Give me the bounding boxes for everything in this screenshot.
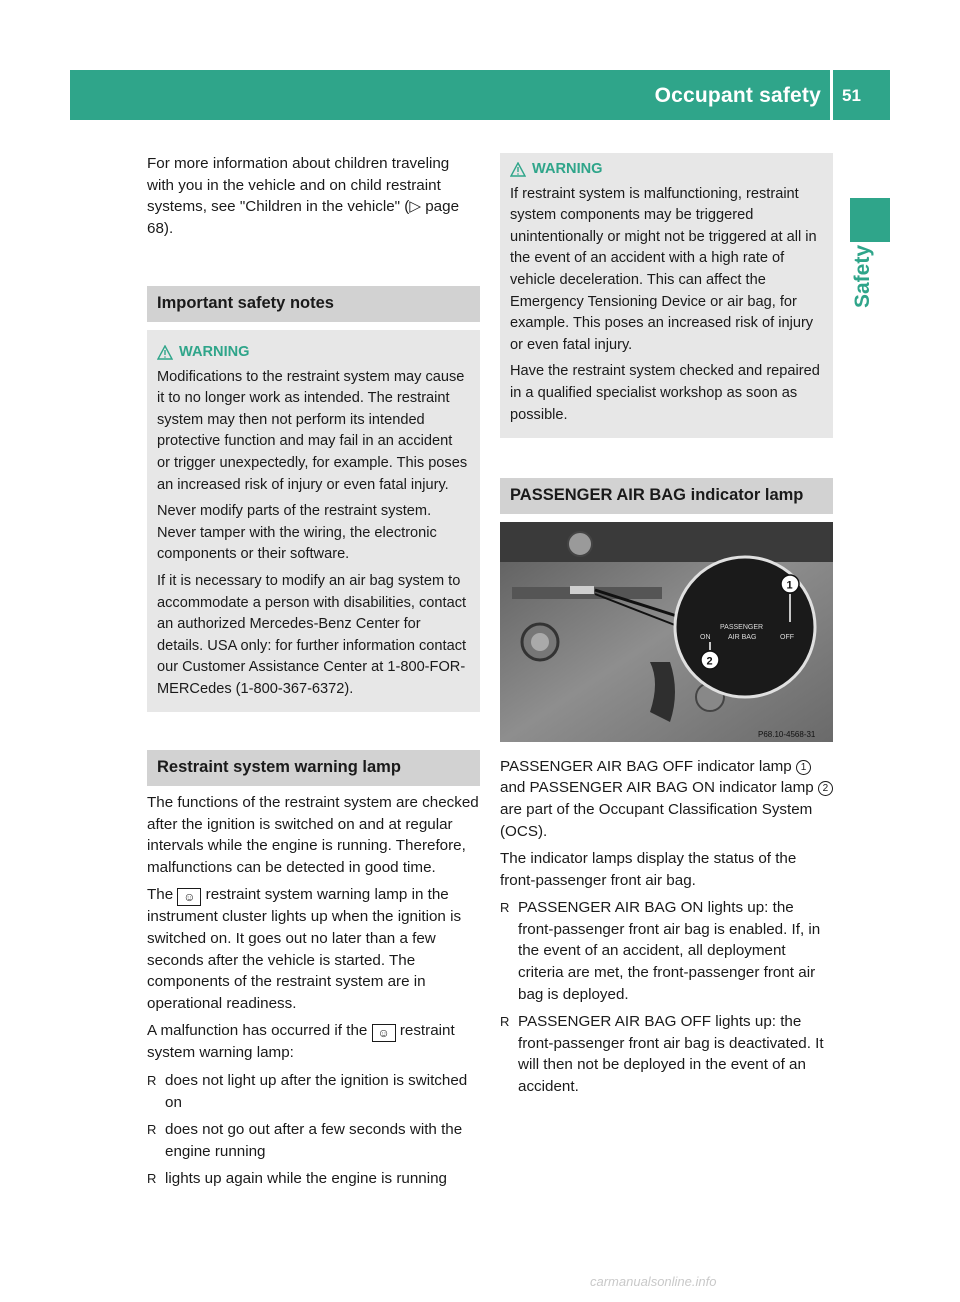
inline-text: restraint system warning lamp in the instrument cluster lights up when the ignition is switched on. It goes out no later than a few seconds after the vehicle is started. The components of the restraint system are in operational readiness.: [147, 886, 462, 1012]
warning-paragraph: Never modify parts of the restraint system. Never tamper with the wiring, the electronic components or their software.: [157, 503, 437, 563]
header-divider: [830, 70, 833, 120]
callout-1-ref: 1: [796, 760, 811, 775]
callout-2-label: 2: [706, 655, 713, 668]
callout-1-label: 1: [786, 579, 793, 592]
inline-text: are part of the Occupant Classification System (OCS).: [500, 800, 813, 840]
section-heading-passenger-airbag: PASSENGER AIR BAG indicator lamp: [500, 478, 833, 514]
body-paragraph: The functions of the restraint system are checked after the ignition is switched on and at regular intervals while the engine is running. Therefore, malfunctions can be detected in good time.: [147, 794, 479, 876]
inline-text: A malfunction has occurred if the: [147, 1022, 368, 1040]
warning-header: [157, 342, 468, 364]
section-tab-block: [850, 198, 890, 242]
panel-on-label: ON: [700, 633, 711, 641]
warning-paragraph: If restraint system is malfunctioning, restraint system components may be triggered unintentionally or might not be triggered at all in the event of an accident with a high rate of vehicle deceleration. This can affect the Emergency Tensioning Device or air bag, for example. This poses an increased risk of injury or even fatal injury.: [510, 185, 817, 353]
body-paragraph: [147, 884, 480, 1014]
inline-text: The: [147, 886, 174, 904]
malfunction-list: [147, 1070, 480, 1190]
page-number: 51: [842, 86, 861, 105]
airbag-figure: [500, 522, 833, 742]
left-column: [147, 153, 480, 1196]
indicator-list: [500, 897, 833, 1097]
watermark: carmanualsonline.info: [590, 1274, 717, 1289]
section-heading-important-notes: Important safety notes: [147, 286, 480, 322]
warning-paragraph: Modifications to the restraint system may cause it to no longer work as intended. The restraint system may then not perform its intended protective function and may fail in an accident or trigger unexpectedly, for example. This poses an increased risk of injury or even fatal injury.: [157, 368, 468, 493]
list-item: R does not light up after the ignition is switched on: [147, 1070, 480, 1113]
intro-paragraph: For more information about children traveling with you in the vehicle and on child restraint systems, see "Children in the vehicle" (▷ page 68).: [147, 155, 460, 237]
list-item: R lights up again while the engine is running: [147, 1168, 480, 1190]
list-item: R PASSENGER AIR BAG OFF lights up: the front-passenger front air bag is deactivated. It will then not be deployed in the event of an accident.: [500, 1011, 833, 1097]
body-paragraph: The indicator lamps display the status of the front-passenger front air bag.: [500, 850, 797, 889]
section-tab-label: Safety: [851, 244, 874, 308]
body-paragraph: [147, 1020, 480, 1064]
airbag-warning-lamp-icon: ☺: [177, 888, 201, 906]
warning-lamp-body: [147, 792, 480, 1190]
warning-triangle-icon: [510, 162, 526, 177]
center-console-photo: [500, 522, 833, 742]
inline-text: restraint system warning lamp:: [147, 1022, 455, 1062]
section-heading-warning-lamp: Restraint system warning lamp: [147, 750, 480, 786]
warning-label: WARNING: [532, 161, 603, 177]
warning-paragraph: If it is necessary to modify an air bag system to accommodate a person with disabilities, contact an authorized Mercedes-Benz Center for details. USA only: for further information contact our Customer Assistance Center at 1-800-FOR-MERCedes (1-800-367-6372).: [157, 572, 467, 697]
warning-paragraph: Have the restraint system checked and repaired in a qualified specialist workshop as soon as possible.: [510, 363, 820, 423]
panel-off-label: OFF: [780, 633, 794, 641]
page-title: Occupant safety: [654, 84, 821, 107]
inline-text: and PASSENGER AIR BAG ON indicator lamp: [500, 779, 814, 797]
airbag-warning-lamp-icon: ☺: [372, 1024, 396, 1042]
list-item: R PASSENGER AIR BAG ON lights up: the front-passenger front air bag is enabled. If, in the event of an accident, all deployment criteria are met, the front-passenger front air bag is deployed.: [500, 897, 833, 1005]
passenger-airbag-body: [500, 756, 833, 1098]
warning-box-malfunction: [500, 153, 833, 438]
body-paragraph: [500, 756, 833, 842]
panel-label-line2: AIR BAG: [728, 633, 757, 641]
figure-code: P68.10-4568-31: [758, 729, 816, 739]
warning-label: WARNING: [179, 343, 250, 360]
list-item: R does not go out after a few seconds with the engine running: [147, 1119, 480, 1162]
warning-header: [510, 159, 821, 181]
callout-2-ref: 2: [818, 781, 833, 796]
warning-triangle-icon: [157, 345, 173, 360]
panel-label-line1: PASSENGER: [720, 623, 764, 631]
inline-text: PASSENGER AIR BAG OFF indicator lamp: [500, 757, 792, 775]
right-column: [500, 153, 833, 1104]
warning-box-modifications: [147, 330, 480, 713]
